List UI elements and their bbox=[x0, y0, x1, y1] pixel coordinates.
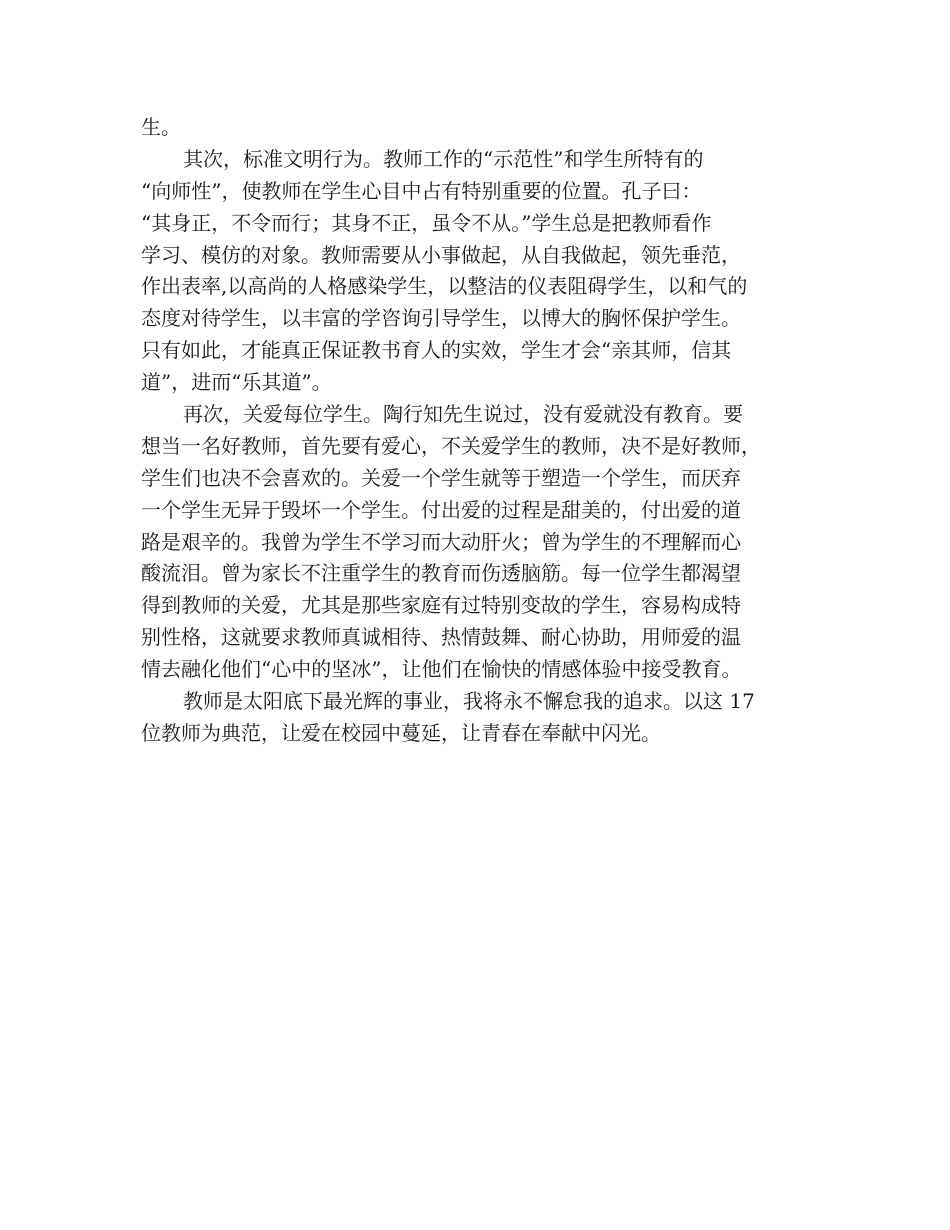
paragraph-line: 再次，关爱每位学生。陶行知先生说过，没有爱就没有教育。要 bbox=[183, 402, 743, 427]
paragraph-line: 路是艰辛的。我曾为学生不学习而大动肝火；曾为学生的不理解而心 bbox=[141, 529, 741, 554]
paragraph-line: 位教师为典范，让爱在校园中蔓延，让青春在奉献中闪光。 bbox=[141, 720, 661, 745]
document-body bbox=[141, 112, 811, 750]
paragraph-line: “向师性”，使教师在学生心目中占有特别重要的位置。孔子曰： bbox=[141, 178, 702, 203]
paragraph-line: 一个学生无异于毁坏一个学生。付出爱的过程是甜美的，付出爱的道 bbox=[141, 497, 741, 522]
paragraph-line: 只有如此，才能真正保证教书育人的实效，学生才会“亲其师，信其 bbox=[141, 338, 732, 363]
paragraph-line: “其身正，不令而行；其身不正，虽令不从。”学生总是把教师看作 bbox=[141, 210, 712, 235]
paragraph-line: 生。 bbox=[141, 115, 181, 139]
paragraph-line: 态度对待学生，以丰富的学咨询引导学生，以博大的胸怀保护学生。 bbox=[141, 306, 741, 331]
paragraph-line: 道”，进而“乐其道”。 bbox=[141, 370, 332, 395]
paragraph-line: 得到教师的关爱，尤其是那些家庭有过特别变故的学生，容易构成特 bbox=[141, 593, 741, 618]
paragraph-line: 其次，标准文明行为。教师工作的“示范性”和学生所特有的 bbox=[183, 146, 704, 171]
paragraph-line: 作出表率,以高尚的人格感染学生，以整洁的仪表阻碍学生，以和气的 bbox=[141, 274, 748, 299]
paragraph-line: 别性格，这就要求教师真诚相待、热情鼓舞、耐心协助，用师爱的温 bbox=[141, 625, 741, 650]
paragraph-line: 想当一名好教师，首先要有爱心，不关爱学生的教师，决不是好教师， bbox=[141, 433, 761, 458]
paragraph-line: 教师是太阳底下最光辉的事业，我将永不懈怠我的追求。以这 17 bbox=[183, 689, 755, 714]
paragraph-line: 酸流泪。曾为家长不注重学生的教育而伤透脑筋。每一位学生都渴望 bbox=[141, 561, 741, 586]
paragraph-line: 情去融化他们“心中的坚冰”，让他们在愉快的情感体验中接受教育。 bbox=[141, 657, 742, 682]
paragraph-line: 学习、模仿的对象。教师需要从小事做起，从自我做起，领先垂范， bbox=[141, 242, 741, 267]
paragraph-line: 学生们也决不会喜欢的。关爱一个学生就等于塑造一个学生，而厌弃 bbox=[141, 465, 741, 490]
